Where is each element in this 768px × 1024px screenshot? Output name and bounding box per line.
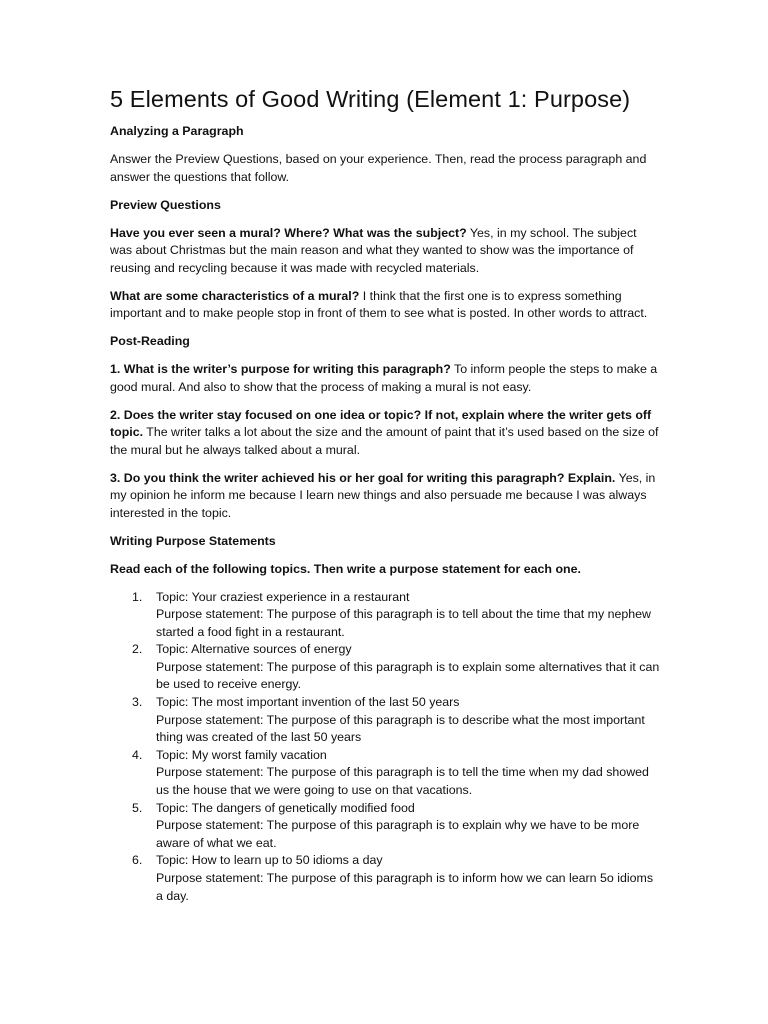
topics-list (110, 589, 662, 906)
post-question-1 (110, 361, 662, 396)
purpose-statement: Purpose statement: The purpose of this paragraph is to tell about the time that my nephew started a food fight in a restaurant. (156, 607, 651, 639)
post-reading-heading: Post-Reading (110, 334, 190, 348)
list-item (110, 800, 662, 853)
list-item-number: 5. (132, 800, 143, 815)
post-q2-text: 2. Does the writer stay focused on one idea or topic? If not, explain where the writer gets off topic. (110, 407, 652, 439)
post-a2-text: The writer talks a lot about the size and the amount of paint that it’s used based on the size of the mural but he always talked about a mural. (110, 425, 659, 457)
topic-text: Topic: Alternative sources of energy (156, 642, 352, 657)
post-a1-text: To inform people the steps to make a good mural. And also to show that the process of making a mural is not easy. (110, 362, 658, 394)
purpose-statement: Purpose statement: The purpose of this paragraph is to explain some alternatives that it can be used to receive energy. (156, 659, 660, 692)
topic-text: Topic: How to learn up to 50 idioms a day (156, 853, 383, 868)
list-item (110, 694, 662, 747)
list-item-number: 2. (132, 642, 143, 657)
list-item-number: 6. (132, 853, 143, 868)
list-item (110, 589, 662, 642)
document-page (110, 84, 662, 905)
instructions-paragraph: Answer the Preview Questions, based on your experience. Then, read the process paragraph and answer the questions that follow. (110, 152, 647, 184)
preview-question-2 (110, 288, 662, 323)
list-item (110, 852, 662, 905)
list-item (110, 641, 662, 694)
post-q1-text: 1. What is the writer’s purpose for writing this paragraph? (110, 362, 451, 376)
list-item-number: 1. (132, 589, 143, 604)
writing-instructions: Read each of the following topics. Then write a purpose statement for each one. (110, 561, 581, 576)
preview-q1-text: Have you ever seen a mural? Where? What was the subject? (110, 225, 467, 240)
post-q3-text: 3. Do you think the writer achieved his or her goal for writing this paragraph? Explain. (110, 470, 616, 485)
list-item (110, 747, 662, 800)
topic-text: Topic: The most important invention of the last 50 years (156, 695, 460, 710)
list-item-number: 4. (132, 747, 143, 762)
purpose-statement: Purpose statement: The purpose of this paragraph is to tell the time when my dad showed us the house that we were going to use on that vacations. (156, 765, 649, 798)
analyzing-heading: Analyzing a Paragraph (110, 124, 244, 138)
writing-purpose-heading: Writing Purpose Statements (110, 533, 276, 548)
preview-question-1 (110, 225, 662, 278)
preview-heading: Preview Questions (110, 197, 221, 212)
preview-a1-text: Yes, in my school. The subject was about Christmas but the main reason and what they wanted to show was the importance of reusing and recycling because it was made with recycled materials. (110, 225, 637, 275)
purpose-statement: Purpose statement: The purpose of this paragraph is to inform how we can learn 5o idioms a day. (156, 871, 654, 903)
list-item-number: 3. (132, 695, 143, 710)
post-a3-text: Yes, in my opinion he inform me because I learn new things and also persuade me because I was always interested in the topic. (110, 470, 656, 520)
preview-a2-text: I think that the first one is to express something important and to make people stop in front of them to see what is posted. In other words to attract. (110, 288, 648, 320)
preview-q2-text: What are some characteristics of a mural? (110, 288, 360, 303)
purpose-statement: Purpose statement: The purpose of this paragraph is to describe what the most important thing was created of the last 50 years (156, 712, 645, 745)
post-question-2 (110, 407, 662, 460)
topic-text: Topic: The dangers of genetically modified food (156, 800, 415, 815)
document-title: 5 Elements of Good Writing (Element 1: Purpose) (110, 86, 631, 112)
topic-text: Topic: My worst family vacation (156, 747, 327, 762)
post-question-3 (110, 470, 662, 523)
purpose-statement: Purpose statement: The purpose of this paragraph is to explain why we have to be more aware of what we eat. (156, 818, 640, 850)
topic-text: Topic: Your craziest experience in a restaurant (156, 589, 410, 604)
